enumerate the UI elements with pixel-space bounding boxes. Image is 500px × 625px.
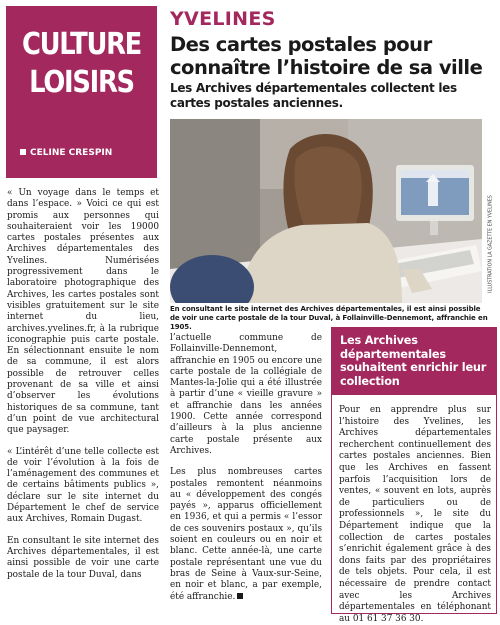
article-headline: Des cartes postales pour connaître l’histoire de sa ville — [170, 33, 483, 79]
end-mark-icon — [237, 593, 243, 599]
article-column-1 — [7, 188, 159, 591]
square-bullet-icon — [20, 149, 26, 155]
rubric-word-culture: CULTURE — [21, 27, 142, 62]
article-photo — [170, 119, 482, 303]
paragraph: l’actuelle commune de Follainville-Dennemont, affranchie en 1905 ou encore une carte postale de la collégiale de Mantes-la-Jolie qui a été illustrée à partir d’une « vieille gravure » et affranchie dans les années 1900. Cette année correspond d’ailleurs à la plus ancienne carte postale présente aux Archives. — [170, 333, 322, 456]
paragraph-text: Les plus nombreuses cartes postales remontent néanmoins au « développement des congés payés », apparus officiellement en 1936, et qui a permis « l’essor de ces souvenirs postaux », qu’ils soient en couleurs ou en noir et blanc. Cette année-là, une carte postale représentant une vue du bras de Seine à Vaux-sur-Seine, en noir et blanc, a par exemple, été affranchie. — [170, 467, 322, 602]
paragraph: En consultant le site internet des Archives départementales, il est ainsi possible de voir une carte postale de la tour Duval, dans — [7, 535, 159, 580]
woman-at-computer-photo — [170, 119, 482, 303]
paragraph: « L’intérêt d’une telle collecte est de voir l’évolution à la fois de l’aménagement des communes et de certains bâtiments publics », déclare sur le site internet du Département le chef de service aux Archives, Romain Dugast. — [7, 446, 159, 525]
photo-credit-text: ILLUSTRATION LA GAZETTE EN YVELINES — [488, 195, 494, 293]
author-byline — [20, 148, 112, 158]
photo-caption: En consultant le site internet des Archives départementales, il est ainsi possible de voir une carte postale de la tour Duval, à Follainville-Dennemont, affranchie en 1905. — [170, 305, 488, 331]
article-subhead: Les Archives départementales collectent les cartes postales anciennes. — [170, 81, 457, 110]
sidebar-box — [331, 327, 497, 624]
article-column-2 — [170, 333, 322, 613]
author-name: CELINE CRESPIN — [30, 148, 113, 158]
section-tag: YVELINES — [170, 8, 276, 30]
paragraph: « Un voyage dans le temps et dans l’espace. » Voici ce qui est promis aux personnes qui souhaiteraient voir les 19000 cartes postales présentes aux Archives départementales des Yvelines. Numérisées progressivement dans le laboratoire photographique des Archives, les cartes postales sont visibles gratuitement sur le site internet du lieu, archives.yvelines.fr, à la rubrique iconographie puis carte postale. En sélectionnant ensuite le nom de sa commune, il est alors possible de retrouver celles provenant de sa ville et ainsi d’observer les évolutions historiques de sa commune, tant d’un point de vue architectural que paysager. — [7, 188, 159, 436]
photo-credit — [484, 194, 498, 294]
rubric-word-loisirs: LOISIRS — [29, 65, 134, 100]
sidebar-title: Les Archives départementales souhaitent enrichir leur collection — [332, 328, 496, 395]
sidebar-body: Pour en apprendre plus sur l’histoire des Yvelines, les Archives départementales recherchent continuellement des cartes postales anciennes. Bien que les Archives en fassent parfois l’acquisition lors de ventes, « souvent en lots, auprès de particuliers ou de professionnels », le site du Département indique que la collection de cartes postales s’enrichit également grâce à des dons faits par des propriétaires de tels objets. Pour cela, il est nécessaire de prendre contact avec les Archives départementales en téléphonant au 01 61 37 36 30. — [339, 405, 491, 624]
rubric-block — [6, 6, 157, 178]
paragraph — [170, 467, 322, 603]
